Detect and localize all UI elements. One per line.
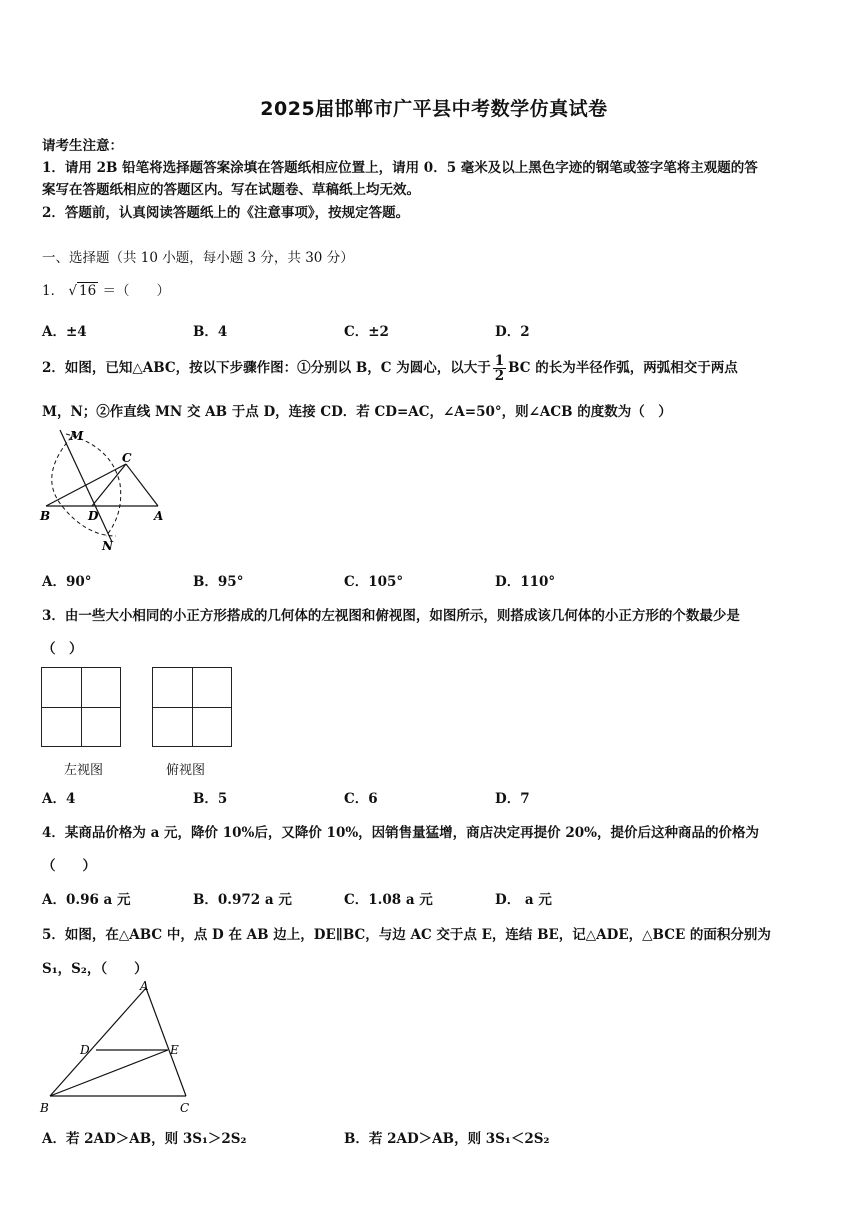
- q2-option-b[interactable]: B．95°: [193, 574, 244, 590]
- label-d: D: [80, 1043, 90, 1057]
- q4-option-c[interactable]: C．1.08 a 元: [344, 892, 433, 908]
- q4-option-d[interactable]: D． a 元: [495, 892, 552, 908]
- q3-option-c[interactable]: C．6: [344, 791, 378, 807]
- q5-option-a[interactable]: A．若 2AD＞AB，则 3S₁＞2S₂: [42, 1131, 247, 1147]
- question-2-line-1: 2．如图，已知△ABC，按以下步骤作图：①分别以 B，C 为圆心，以大于 $\frac{1}{2}$ BC 的长为半径作弧，两弧相交于两点: [42, 353, 738, 384]
- sqrt-expression: √ 16: [68, 283, 97, 299]
- label-n: N: [102, 539, 113, 553]
- label-m: M: [70, 429, 84, 443]
- question-2-figure: [36, 424, 172, 554]
- question-5-line-1: 5．如图，在△ABC 中，点 D 在 AB 边上，DE∥BC，与边 AC 交于点 E，连结 BE，记△ADE，△BCE 的面积分别为: [42, 927, 771, 943]
- q2-option-a[interactable]: A．90°: [42, 574, 92, 590]
- left-view-grid: [41, 667, 121, 747]
- section-heading: 一、选择题（共 10 小题，每小题 3 分，共 30 分）: [42, 250, 354, 266]
- q1-option-a[interactable]: A．±4: [42, 324, 87, 340]
- notice-item-1-line-2: 案写在答题纸相应的答题区内。写在试题卷、草稿纸上均无效。: [42, 182, 420, 198]
- question-3-line-2: （ ）: [42, 641, 83, 657]
- label-c: C: [180, 1101, 190, 1115]
- q4-option-a[interactable]: A．0.96 a 元: [42, 892, 131, 908]
- q2-option-d[interactable]: D．110°: [495, 574, 556, 590]
- question-1-stem: [42, 279, 170, 299]
- label-a: A: [140, 979, 149, 993]
- q3-option-d[interactable]: D．7: [495, 791, 530, 807]
- question-4-line-2: （ ）: [42, 858, 96, 874]
- label-c: C: [122, 451, 132, 465]
- notice-item-1-line-1: 1．请用 2B 铅笔将选择题答案涂填在答题纸相应位置上，请用 0．5 毫米及以上黑色字迹的钢笔或签字笔将主观题的答: [42, 160, 758, 176]
- label-e: E: [170, 1043, 179, 1057]
- q3-option-a[interactable]: A．4: [42, 791, 76, 807]
- question-2-line-2: M，N；②作直线 MN 交 AB 于点 D，连接 CD．若 CD=AC，∠A=50°，则∠ACB 的度数为（ ）: [42, 404, 672, 420]
- left-view-caption: 左视图: [64, 763, 104, 778]
- q3-option-b[interactable]: B．5: [193, 791, 228, 807]
- notice-item-2: 2．答题前，认真阅读答题纸上的《注意事项》，按规定答题。: [42, 205, 410, 221]
- top-view-grid: [152, 667, 232, 747]
- label-a: A: [154, 509, 164, 523]
- question-5-figure: [36, 978, 200, 1118]
- label-d: D: [88, 509, 99, 523]
- label-b: B: [40, 509, 51, 523]
- notice-heading: 请考生注意：: [42, 138, 123, 154]
- q5-option-b[interactable]: B．若 2AD＞AB，则 3S₁＜2S₂: [344, 1131, 550, 1147]
- q4-option-b[interactable]: B．0.972 a 元: [193, 892, 292, 908]
- question-4-line-1: 4．某商品价格为 a 元，降价 10%后，又降价 10%，因销售量猛增，商店决定再提价 20%，提价后这种商品的价格为: [42, 825, 759, 841]
- question-5-line-2: S₁，S₂，（ ）: [42, 961, 148, 977]
- fraction-one-half: $\frac{1}{2}$: [494, 353, 505, 384]
- page-title: 2025届邯郸市广平县中考数学仿真试卷: [260, 98, 608, 120]
- question-1-tail: ＝（ ）: [102, 283, 170, 299]
- label-b: B: [40, 1101, 49, 1115]
- question-1-number: 1．: [42, 283, 65, 299]
- q1-option-b[interactable]: B．4: [193, 324, 228, 340]
- question-3-line-1: 3．由一些大小相同的小正方形搭成的几何体的左视图和俯视图，如图所示，则搭成该几何体的小正方形的个数最少是: [42, 608, 740, 624]
- q1-option-d[interactable]: D．2: [495, 324, 530, 340]
- q1-option-c[interactable]: C．±2: [344, 324, 389, 340]
- top-view-caption: 俯视图: [166, 763, 206, 778]
- q2-option-c[interactable]: C．105°: [344, 574, 404, 590]
